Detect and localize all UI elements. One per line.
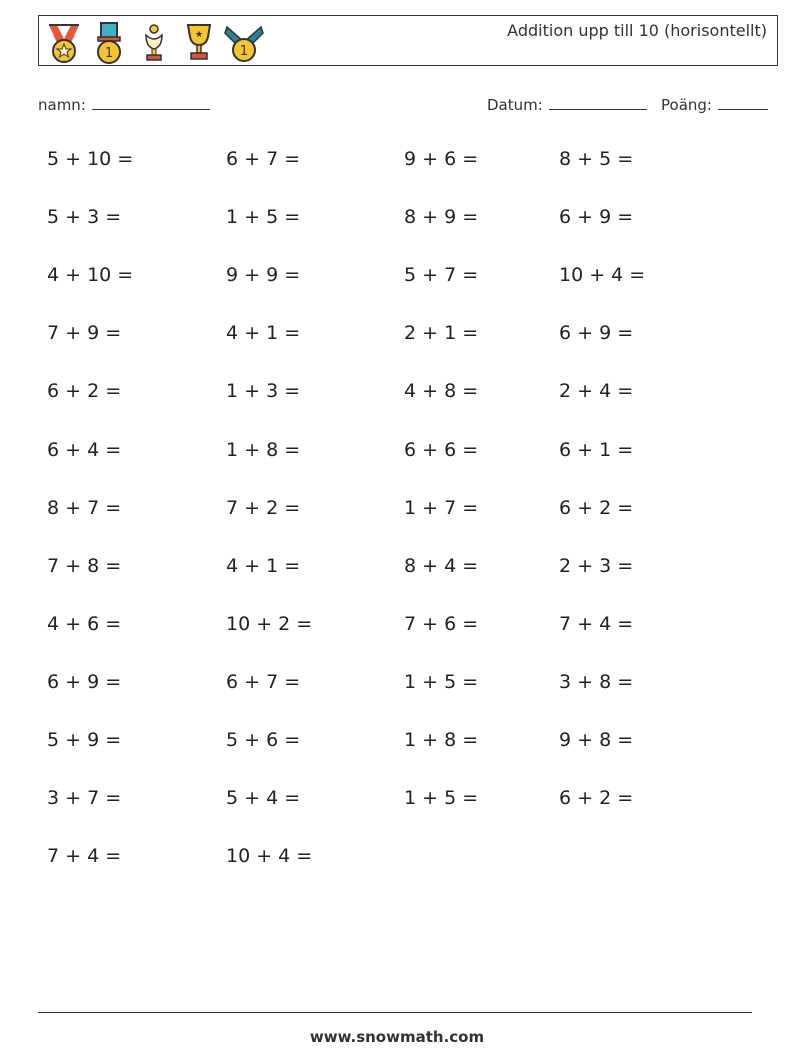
problem-item: 4 + 1 =	[226, 554, 301, 577]
problem-item: 5 + 4 =	[226, 787, 301, 810]
problem-item: 6 + 9 =	[559, 322, 634, 345]
problem-item: 7 + 4 =	[559, 612, 634, 635]
problem-item: 6 + 4 =	[47, 438, 122, 461]
problem-item: 10 + 4 =	[559, 264, 646, 287]
icon-row	[43, 21, 265, 65]
problem-item: 5 + 7 =	[404, 264, 479, 287]
score-label: Poäng:	[661, 96, 712, 114]
problem-item: 6 + 2 =	[559, 496, 634, 519]
worksheet-title: Addition upp till 10 (horisontellt)	[507, 21, 767, 40]
score-field	[661, 94, 768, 114]
problem-item: 5 + 9 =	[47, 729, 122, 751]
worksheet-header	[38, 15, 778, 66]
score-blank[interactable]	[718, 94, 768, 110]
problem-item: 1 + 8 =	[404, 729, 479, 751]
problem-item: 6 + 6 =	[404, 438, 479, 461]
svg-text:1: 1	[104, 46, 114, 61]
problem-item: 6 + 7 =	[226, 148, 301, 170]
date-label: Datum:	[487, 96, 543, 114]
problem-item: 6 + 9 =	[559, 206, 634, 229]
footer-divider	[38, 1012, 752, 1013]
problem-item: 6 + 2 =	[559, 787, 634, 810]
problem-item: 6 + 7 =	[226, 670, 301, 693]
problem-item: 5 + 3 =	[47, 206, 122, 229]
problem-item: 4 + 8 =	[404, 380, 479, 403]
problem-item: 1 + 5 =	[404, 787, 479, 810]
name-field	[38, 94, 210, 114]
problem-item: 6 + 1 =	[559, 438, 634, 461]
problem-item: 4 + 10 =	[47, 264, 134, 287]
problem-item: 6 + 9 =	[47, 670, 122, 693]
problem-item: 3 + 8 =	[559, 670, 634, 693]
problem-item: 8 + 9 =	[404, 206, 479, 229]
problem-item: 10 + 2 =	[226, 612, 313, 635]
problem-item: 7 + 8 =	[47, 554, 122, 577]
problem-item: 1 + 5 =	[226, 206, 301, 229]
trophy-figure-icon	[133, 21, 175, 65]
problem-item: 9 + 8 =	[559, 729, 634, 751]
trophy-cup-icon	[178, 21, 220, 65]
medal-star-icon	[43, 21, 85, 65]
problem-item: 5 + 10 =	[47, 148, 134, 170]
problem-item: 7 + 6 =	[404, 612, 479, 635]
problem-item: 5 + 6 =	[226, 729, 301, 751]
problem-item: 3 + 7 =	[47, 787, 122, 810]
problem-item: 7 + 4 =	[47, 845, 122, 868]
problem-item: 1 + 5 =	[404, 670, 479, 693]
date-blank[interactable]	[549, 94, 647, 110]
svg-text:★: ★	[194, 30, 204, 40]
problem-item: 4 + 6 =	[47, 612, 122, 635]
problem-item: 4 + 1 =	[226, 322, 301, 345]
problem-item: 1 + 3 =	[226, 380, 301, 403]
problem-item: 7 + 9 =	[47, 322, 122, 345]
name-label: namn:	[38, 96, 86, 114]
medal-one-icon	[88, 21, 130, 65]
svg-text:1: 1	[239, 44, 249, 59]
problem-item: 8 + 5 =	[559, 148, 634, 170]
problem-item: 8 + 7 =	[47, 496, 122, 519]
problem-item: 1 + 8 =	[226, 438, 301, 461]
problem-item: 9 + 6 =	[404, 148, 479, 170]
date-field	[487, 94, 647, 114]
problem-item: 7 + 2 =	[226, 496, 301, 519]
problem-item: 10 + 4 =	[226, 845, 313, 868]
problem-item: 2 + 1 =	[404, 322, 479, 345]
problem-item: 2 + 3 =	[559, 554, 634, 577]
medal-ribbon-icon	[223, 21, 265, 65]
problem-item: 6 + 2 =	[47, 380, 122, 403]
footer-url: www.snowmath.com	[309, 1028, 485, 1046]
problem-item: 9 + 9 =	[226, 264, 301, 287]
name-blank[interactable]	[92, 94, 210, 110]
problem-item: 1 + 7 =	[404, 496, 479, 519]
problem-item: 8 + 4 =	[404, 554, 479, 577]
problem-item: 2 + 4 =	[559, 380, 634, 403]
